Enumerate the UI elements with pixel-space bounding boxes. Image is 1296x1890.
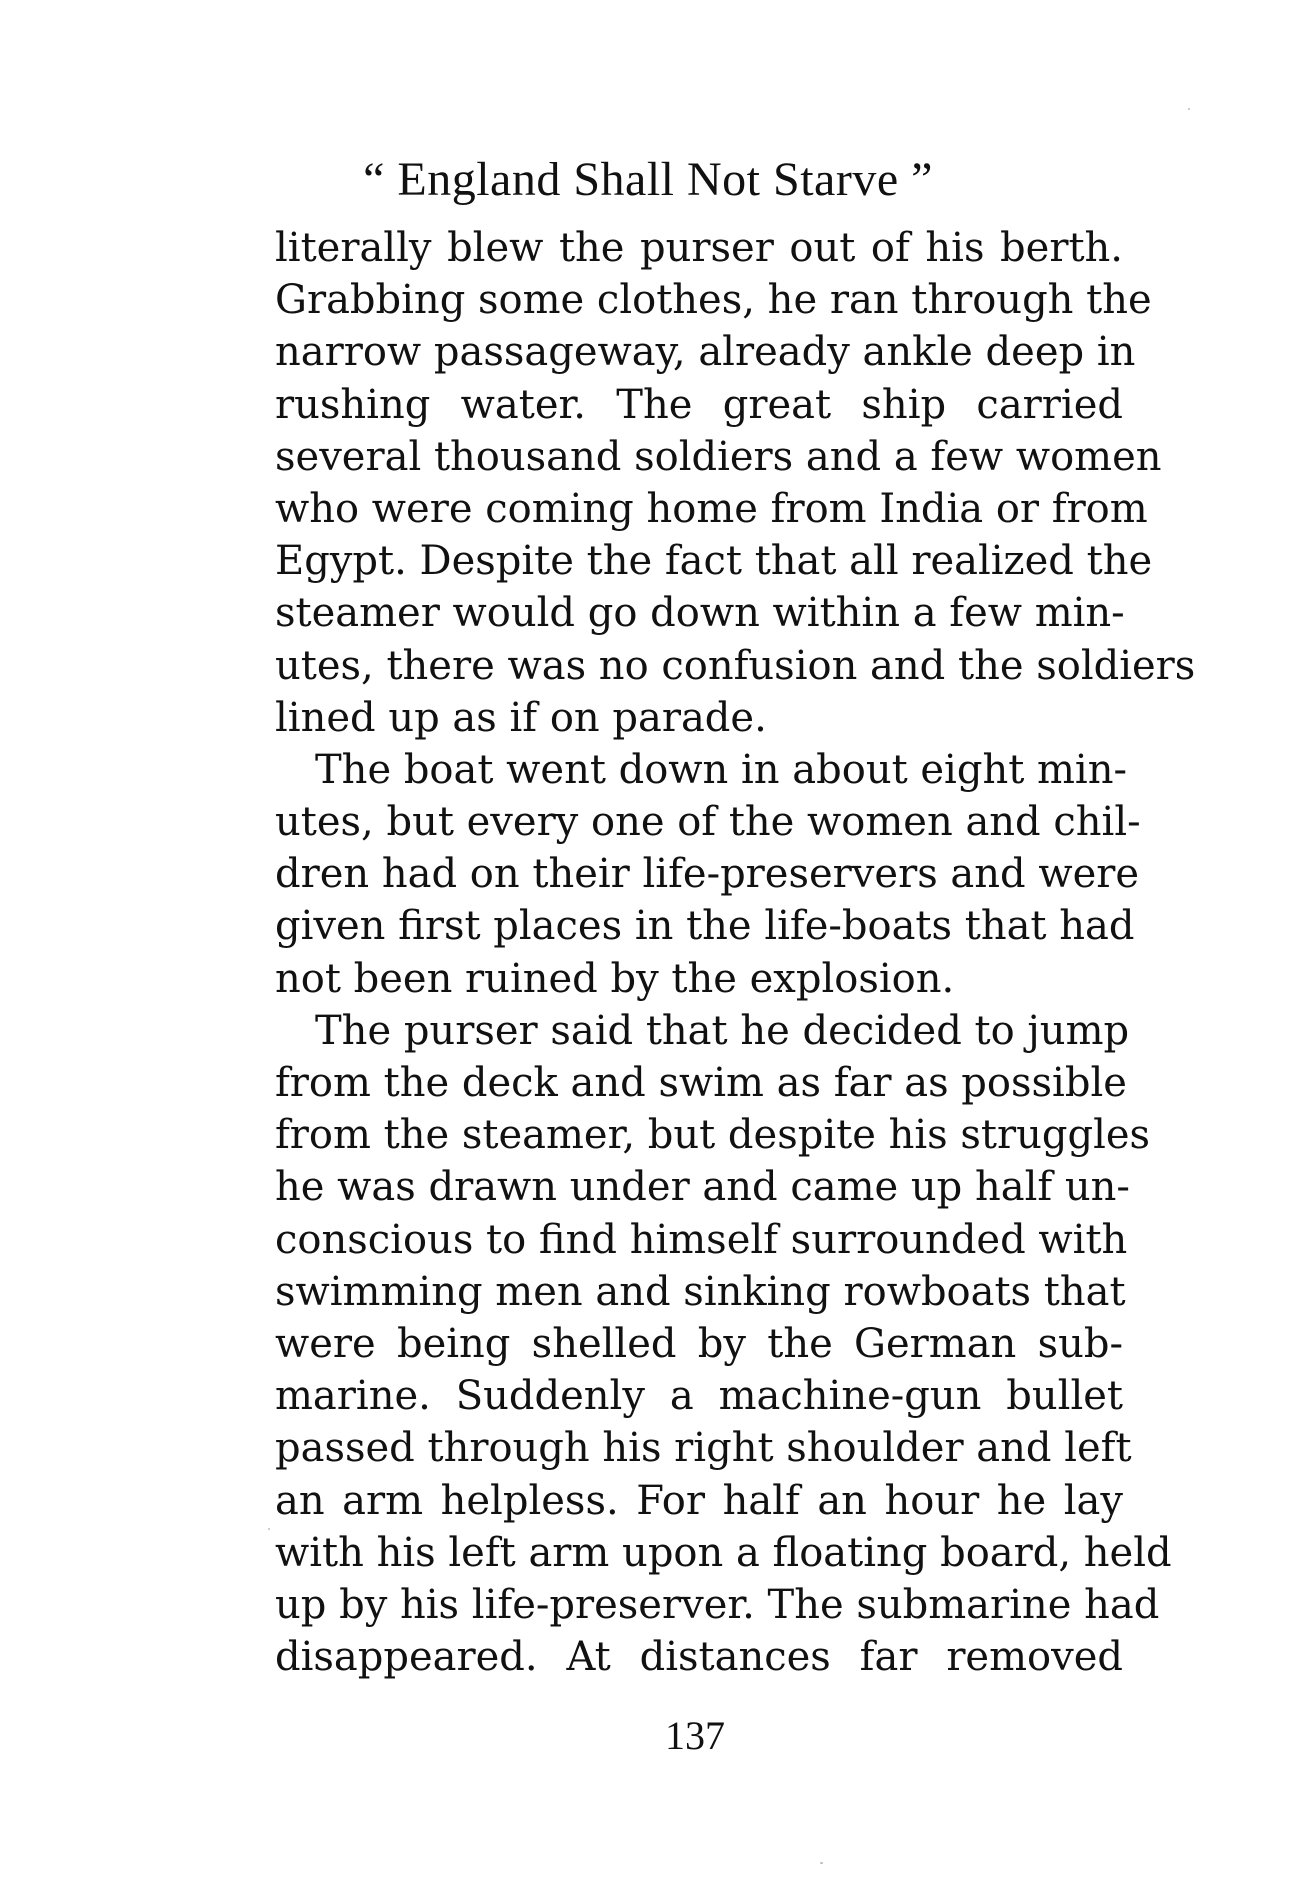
text-line: he was drawn under and came up half un- bbox=[275, 1164, 1130, 1211]
text-line: were being shelled by the German sub- bbox=[275, 1320, 1123, 1367]
text-line: Egypt. Despite the fact that all realized the bbox=[275, 538, 1153, 585]
text-line: from the deck and swim as far as possible bbox=[275, 1060, 1127, 1106]
text-line: several thousand soldiers and a few women bbox=[275, 433, 1162, 480]
text-line: with his left arm upon a floating board, held bbox=[275, 1529, 1172, 1576]
text-line: who were coming home from India or from bbox=[275, 485, 1148, 532]
text-line: utes, there was no confusion and the soldiers bbox=[275, 642, 1196, 689]
body-text bbox=[275, 222, 1196, 1683]
text-line: narrow passageway, already ankle deep in bbox=[275, 329, 1136, 376]
scan-speck bbox=[820, 1862, 823, 1864]
text-line: swimming men and sinking rowboats that bbox=[275, 1268, 1126, 1315]
text-line: given first places in the life-boats that had bbox=[275, 903, 1135, 950]
running-head: “ England Shall Not Starve ” bbox=[363, 153, 933, 206]
text-line: an arm helpless. For half an hour he lay bbox=[275, 1477, 1123, 1524]
text-line: literally blew the purser out of his berth. bbox=[275, 225, 1123, 271]
page-number: 137 bbox=[665, 1713, 725, 1758]
text-line: marine. Suddenly a machine-gun bullet bbox=[275, 1373, 1123, 1420]
text-line: from the steamer, but despite his struggles bbox=[275, 1112, 1151, 1159]
text-line: steamer would go down within a few min- bbox=[275, 590, 1125, 637]
text-line: utes, but every one of the women and chil- bbox=[275, 799, 1141, 846]
scan-speck bbox=[268, 1528, 270, 1530]
text-line: not been ruined by the explosion. bbox=[275, 955, 955, 1002]
text-line: rushing water. The great ship carried bbox=[275, 381, 1123, 428]
text-line: The boat went down in about eight min- bbox=[315, 746, 1127, 793]
text-line: The purser said that he decided to jump bbox=[315, 1007, 1130, 1054]
text-line: lined up as if on parade. bbox=[275, 694, 767, 741]
text-line: passed through his right shoulder and left bbox=[275, 1425, 1132, 1472]
text-line: Grabbing some clothes, he ran through the bbox=[275, 277, 1152, 324]
text-line: disappeared. At distances far removed bbox=[275, 1634, 1123, 1681]
text-line: conscious to find himself surrounded with bbox=[275, 1216, 1128, 1263]
text-line: up by his life-preserver. The submarine had bbox=[275, 1581, 1160, 1628]
scan-speck bbox=[1188, 108, 1190, 110]
text-line: dren had on their life-preservers and were bbox=[275, 851, 1140, 898]
